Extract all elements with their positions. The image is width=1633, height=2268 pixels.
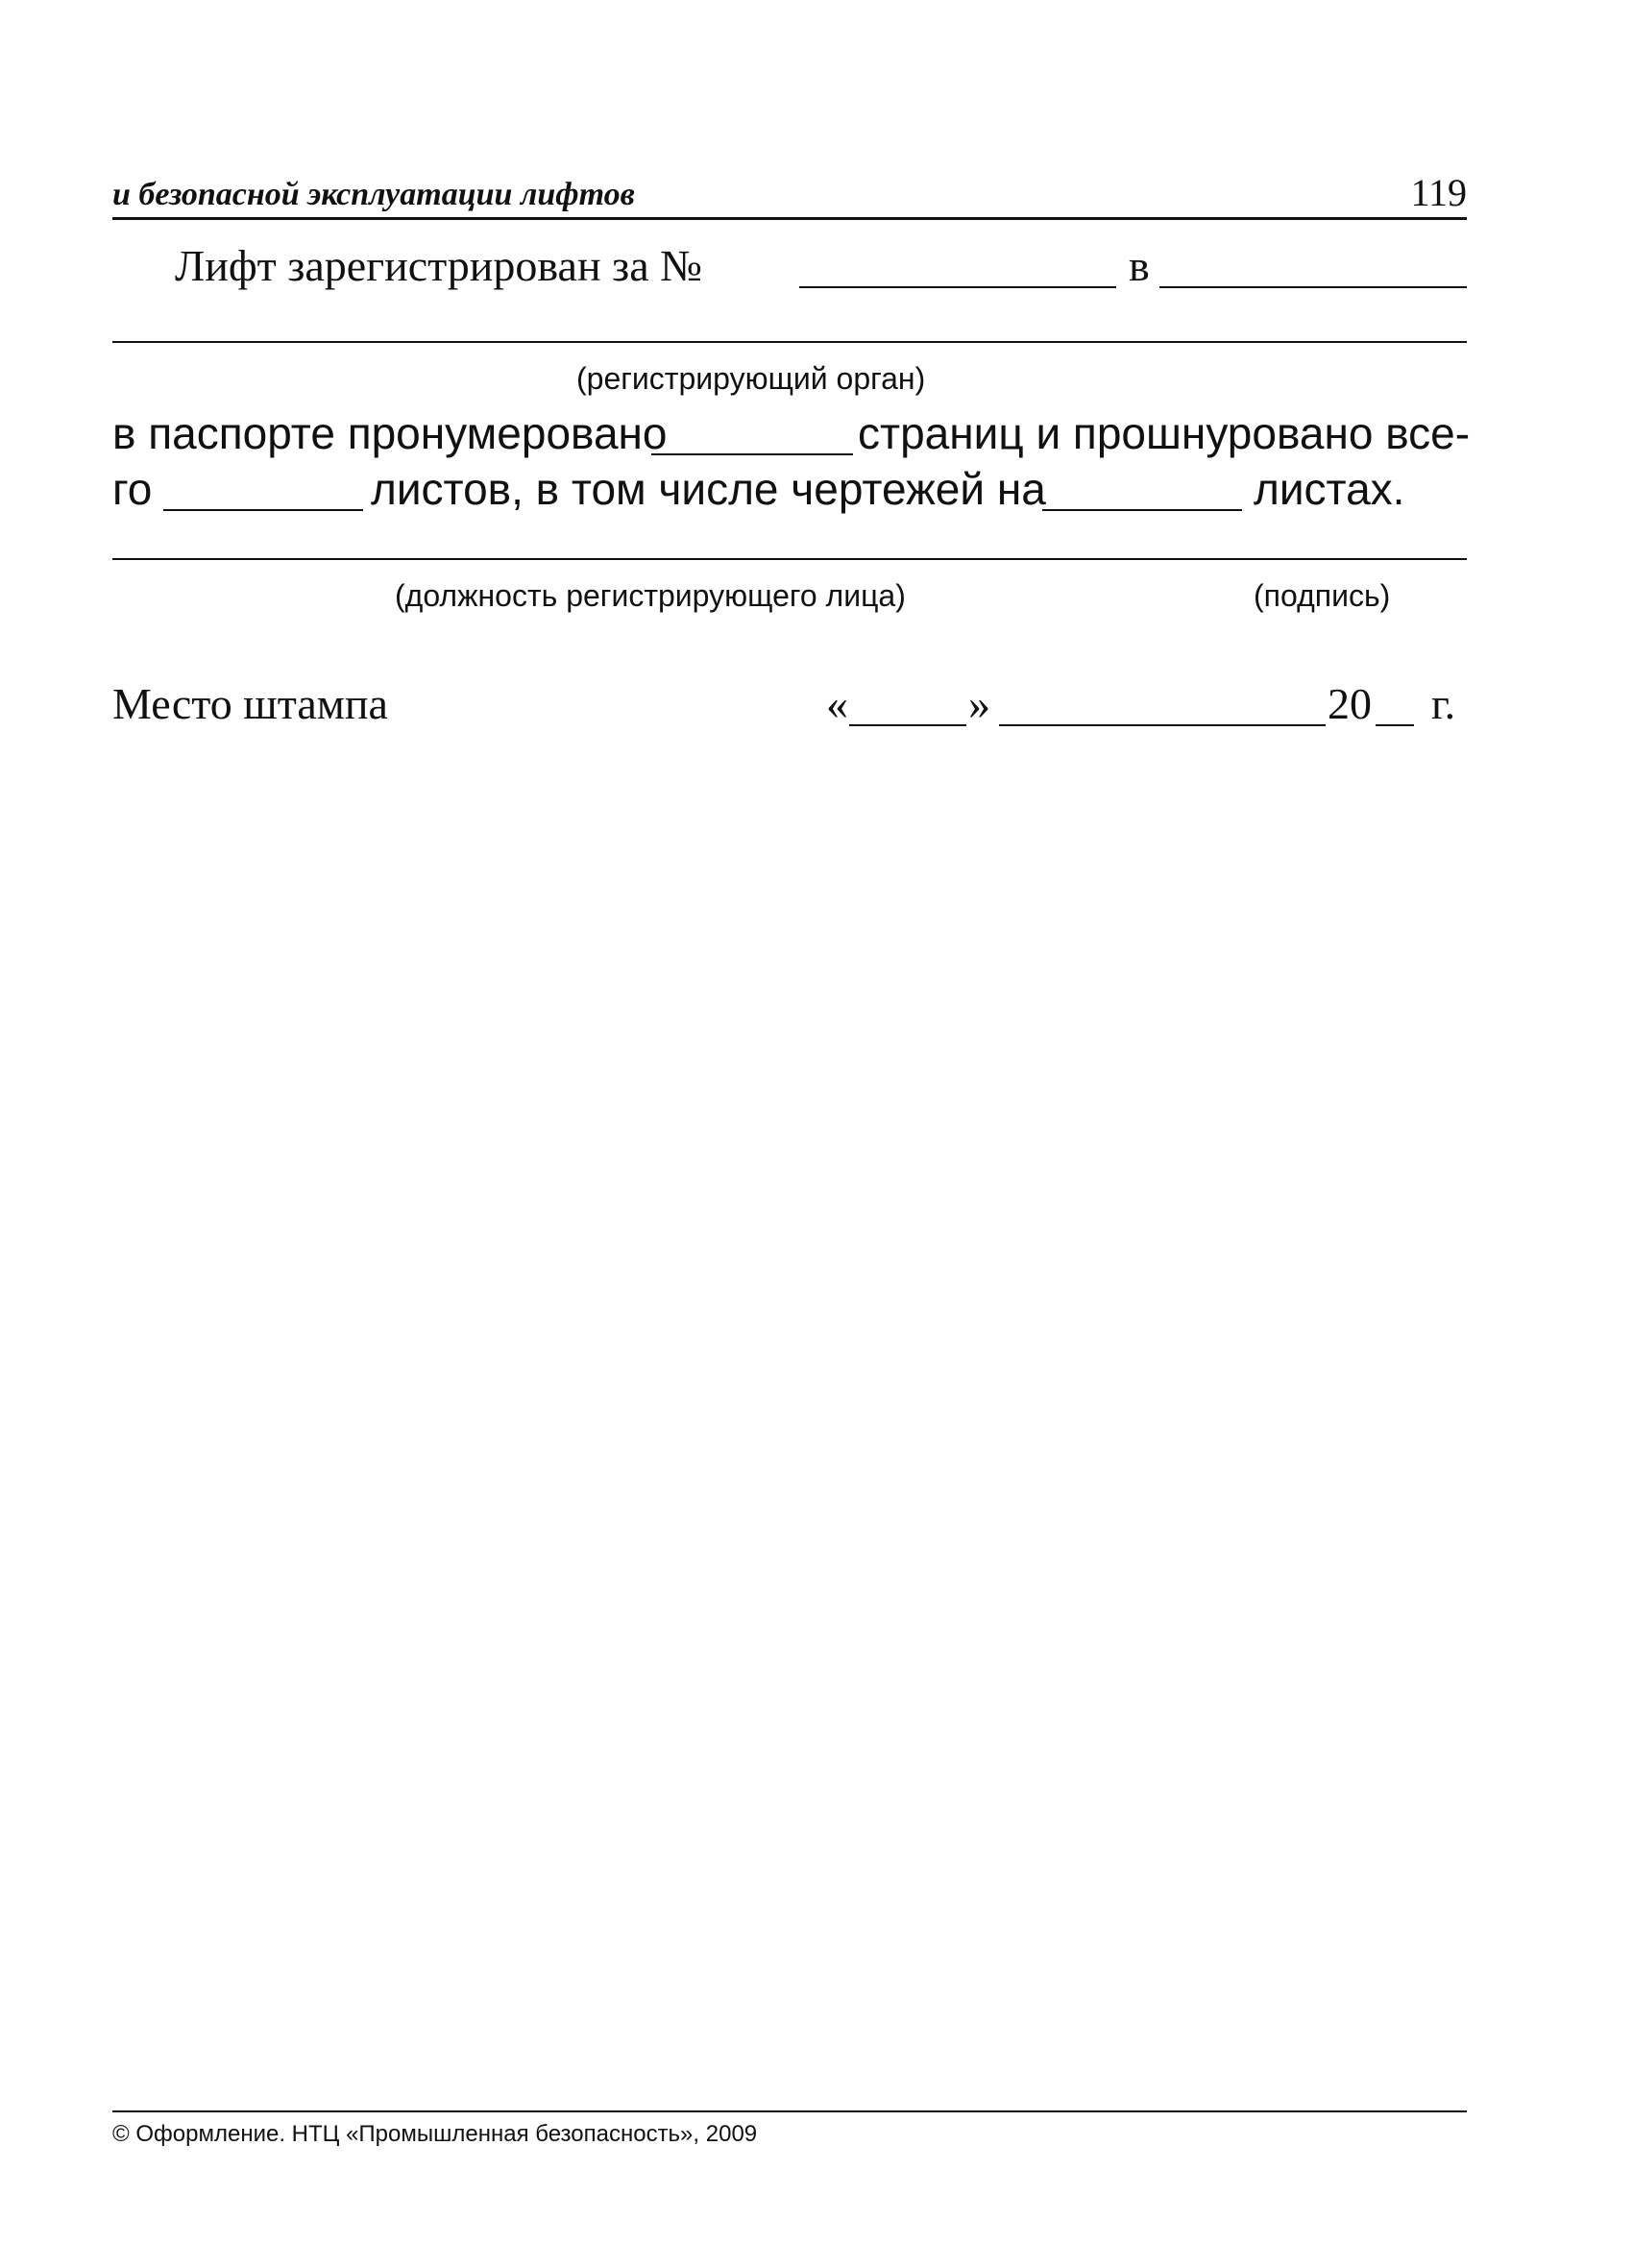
pages-count-blank[interactable] — [651, 453, 853, 455]
running-title: и безопасной эксплуатации лифтов — [112, 177, 635, 212]
footer-divider — [112, 2110, 1467, 2112]
day-blank[interactable] — [849, 724, 966, 726]
total-prefix: го — [112, 464, 153, 514]
pages-laced-label: страниц и прошнуровано все- — [858, 408, 1471, 458]
year-prefix: 20 — [1328, 679, 1372, 728]
position-caption: (должность регистрирующего лица) — [395, 578, 906, 613]
signature-caption: (подпись) — [1254, 578, 1391, 613]
date-quote-open: « — [826, 679, 848, 728]
registered-number-label: Лифт зарегистрирован за № — [175, 241, 703, 290]
month-blank[interactable] — [999, 724, 1326, 726]
pages-numbered-label: в паспорте пронумеровано — [112, 408, 668, 458]
registration-place-blank[interactable] — [1159, 286, 1467, 288]
sheets-drawings-label: листов, в том числе чертежей на — [371, 464, 1046, 514]
year-blank[interactable] — [1376, 724, 1414, 726]
sheets-end-label: листах. — [1254, 464, 1405, 514]
registering-body-blank[interactable] — [112, 341, 1467, 343]
date-quote-close: » — [968, 679, 990, 728]
drawing-sheets-blank[interactable] — [1042, 509, 1242, 511]
page-number: 119 — [1410, 171, 1467, 214]
running-header — [112, 167, 1467, 220]
registering-body-caption: (регистрирующий орган) — [576, 361, 926, 396]
year-suffix: г. — [1431, 679, 1456, 728]
footer-copyright: © Оформление. НТЦ «Промышленная безопасность», 2009 — [112, 2121, 758, 2147]
sheets-count-blank[interactable] — [163, 509, 363, 511]
registration-number-blank[interactable] — [799, 286, 1116, 288]
position-signature-blank[interactable] — [112, 558, 1467, 560]
registered-in-label: в — [1129, 241, 1150, 290]
stamp-place-label: Место штампа — [112, 679, 388, 728]
